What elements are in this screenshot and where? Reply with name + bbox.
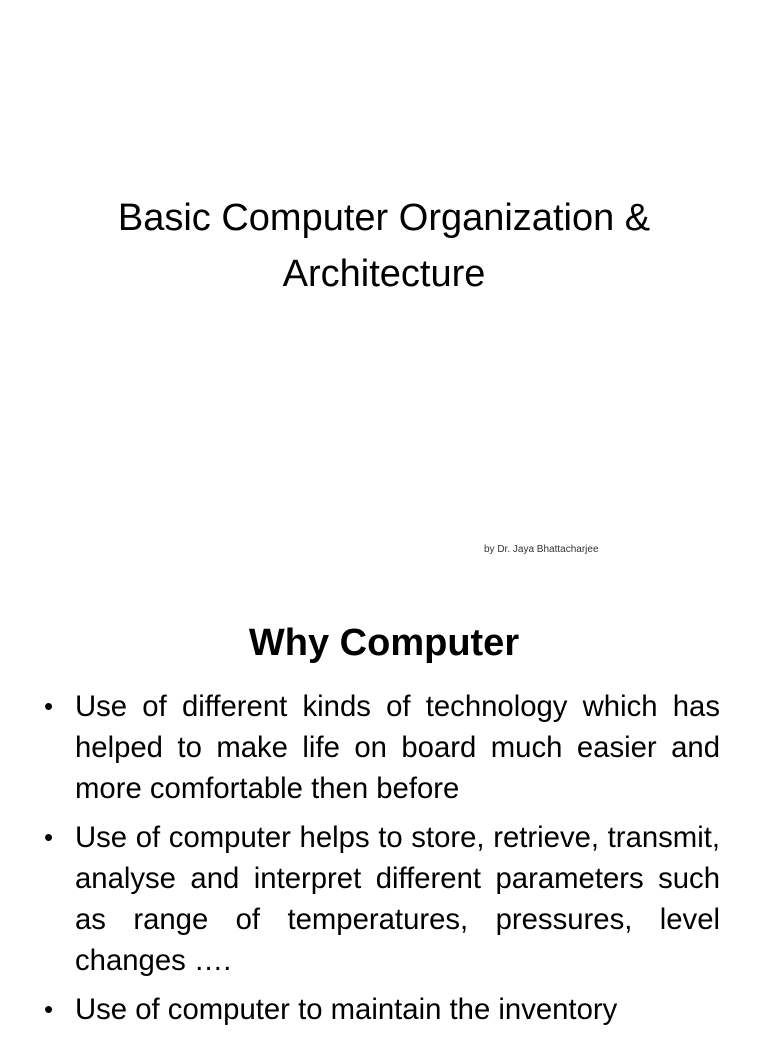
bullet-icon: •: [44, 691, 54, 721]
bullet-text: Use of computer to maintain the inventory: [75, 993, 618, 1026]
bullet-icon: •: [44, 822, 54, 852]
bullet-icon: •: [44, 994, 54, 1024]
bullet-list: [44, 686, 720, 1038]
content-slide: [0, 576, 768, 1024]
slide-title-line-1: Basic Computer Organization &: [117, 197, 651, 239]
author-byline: by Dr. Jaya Bhattacharjee: [484, 544, 599, 555]
bullet-item: [44, 817, 720, 981]
slide-title: [40, 190, 728, 302]
bullet-text: Use of different kinds of technology which has helped to make life on board much easier and more comfortable then before: [75, 690, 720, 805]
slide-heading: Why Computer: [248, 622, 520, 664]
bullet-text: Use of computer helps to store, retrieve, transmit, analyse and interpret different parameters such as range of temperatures, pressures, level changes ….: [75, 821, 720, 977]
slide-title-line-2: Architecture: [282, 253, 486, 295]
bullet-item: [44, 686, 720, 809]
